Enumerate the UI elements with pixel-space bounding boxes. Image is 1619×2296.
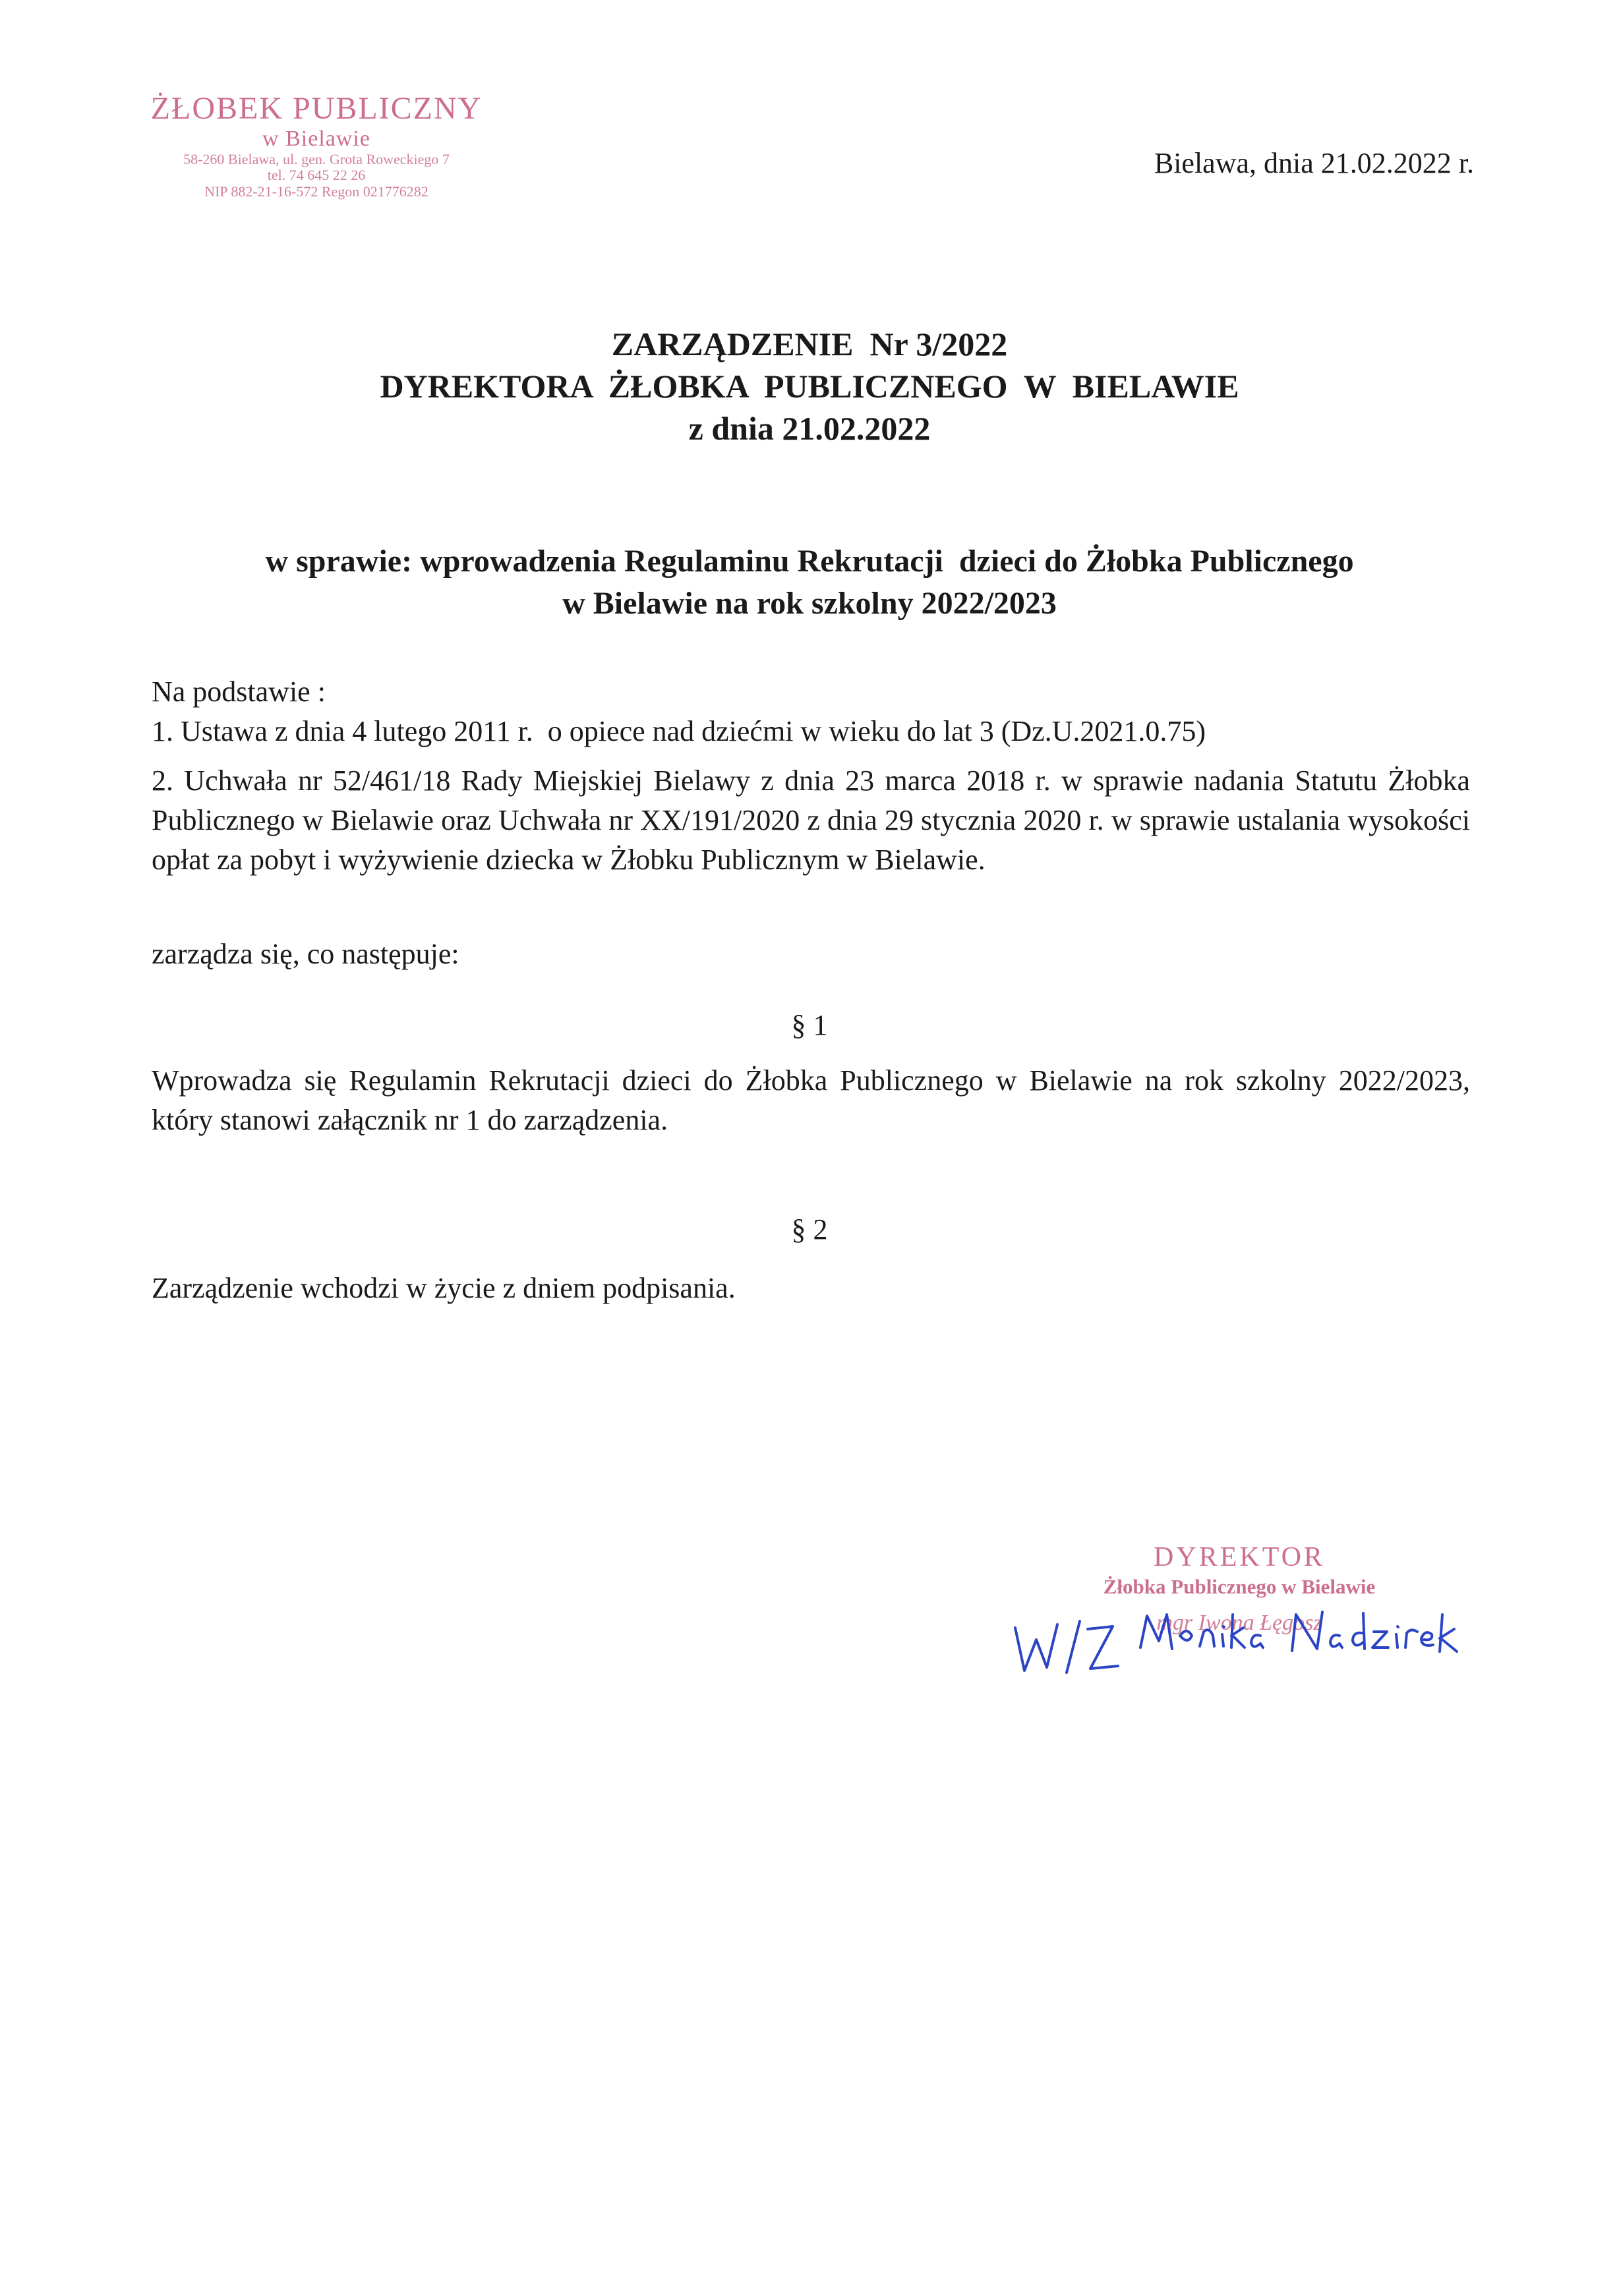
section-2-text: Zarządzenie wchodzi w życie z dniem podpisania. xyxy=(152,1272,736,1304)
director-stamp-org: Żłobka Publicznego w Bielawie xyxy=(1103,1575,1376,1599)
handwritten-signature xyxy=(1002,1588,1463,1687)
place-date: Bielawa, dnia 21.02.2022 r. xyxy=(1154,147,1474,179)
section-1-sign: § 1 xyxy=(791,1009,828,1041)
director-stamp-title: DYREKTOR xyxy=(1154,1542,1325,1572)
document-subject xyxy=(0,540,1619,625)
subject-line-2: w Bielawie na rok szkolny 2022/2023 xyxy=(562,586,1057,621)
stamp-city: w Bielawie xyxy=(262,126,370,151)
legal-basis-item-2: 2. Uchwała nr 52/461/18 Rady Miejskiej Bielawy z dnia 23 marca 2018 r. w sprawie nadania Statutu Żłobka Publicznego w Bielawie oraz Uchwała nr XX/191/2020 z dnia 29 stycznia 2020 r. w sprawie ustalania wysokości opłat za pobyt i wyżywienie dziecka w Żłobku Publicznym w Bielawie. xyxy=(152,764,1470,876)
document-title xyxy=(0,323,1619,449)
stamp-address: 58-260 Bielawa, ul. gen. Grota Roweckiego 7 xyxy=(183,150,450,167)
institution-stamp xyxy=(119,91,514,200)
stamp-ids: NIP 882-21-16-572 Regon 021776282 xyxy=(204,183,428,200)
stamp-phone: tel. 74 645 22 26 xyxy=(267,167,366,184)
enactment-formula: zarządza się, co następuje: xyxy=(152,938,459,970)
section-1-text: Wprowadza się Regulamin Rekrutacji dzieci do Żłobka Publicznego w Bielawie na rok szkolny 2022/2023, który stanowi załącznik nr 1 do zarządzenia. xyxy=(152,1064,1470,1136)
legal-basis-intro: Na podstawie : xyxy=(152,675,326,708)
section-2-sign: § 2 xyxy=(791,1213,828,1246)
title-line-3: z dnia 21.02.2022 xyxy=(688,410,931,447)
director-stamp-name: mgr Iwona Łęgosz xyxy=(1156,1611,1322,1636)
subject-line-1: w sprawie: wprowadzenia Regulaminu Rekrutacji dzieci do Żłobka Publicznego xyxy=(265,544,1354,579)
legal-basis-item-1: 1. Ustawa z dnia 4 lutego 2011 r. o opiece nad dziećmi w wieku do lat 3 (Dz.U.2021.0.75) xyxy=(152,715,1206,747)
stamp-name: ŻŁOBEK PUBLICZNY xyxy=(150,91,483,126)
title-line-2: DYREKTORA ŻŁOBKA PUBLICZNEGO W BIELAWIE xyxy=(380,368,1239,405)
title-line-1: ZARZĄDZENIE Nr 3/2022 xyxy=(611,326,1008,362)
